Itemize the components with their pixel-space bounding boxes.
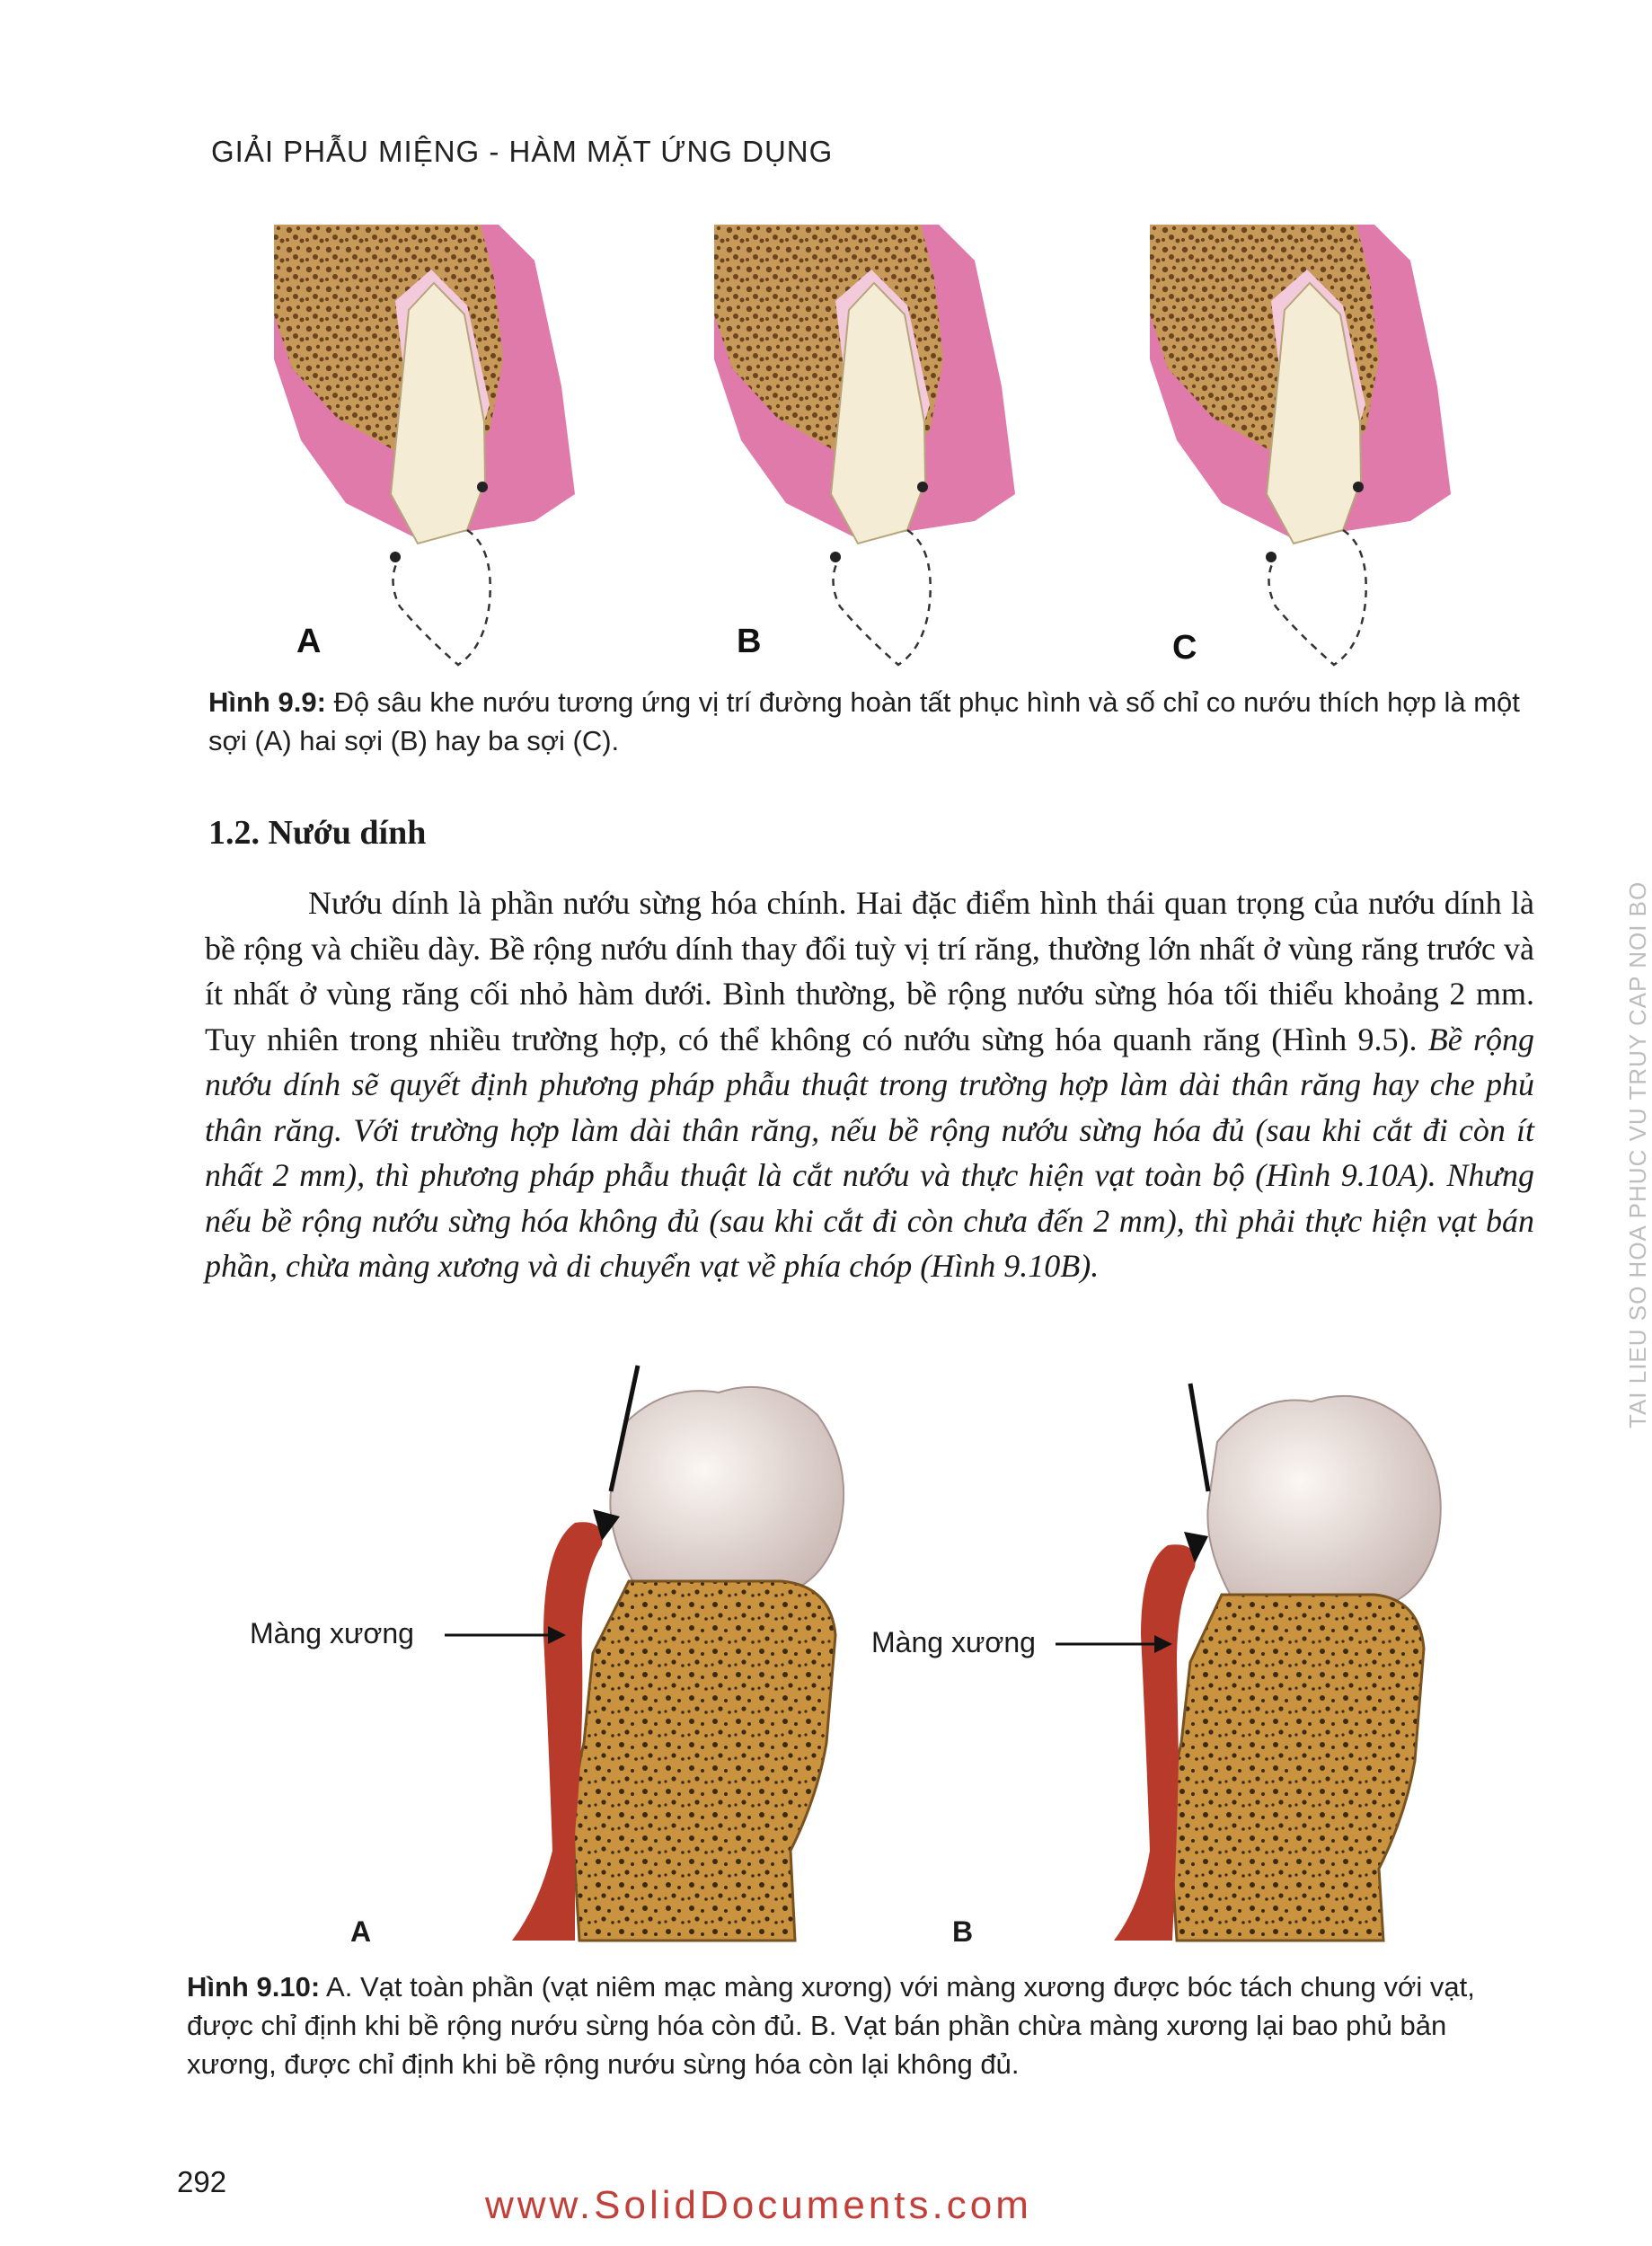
caption-text: Độ sâu khe nướu tương ứng vị trí đường hoàn tất phục hình và số chỉ co nướu thích hợp là một sợi (A) hai sợi (B) hay ba sợi (C). [208,686,1520,756]
side-watermark: TAI LIEU SO HOA PHUC VU TRUY CAP NOI BO [1624,880,1651,1428]
footer-site: www.SolidDocuments.com [485,2183,1032,2227]
panel-b-drawing [1056,1384,1441,1941]
page-number: 292 [177,2165,227,2198]
panel-label-c: C [1172,629,1197,667]
body-paragraph-normal: Nướu dính là phần nướu sừng hóa chính. Hai đặc điểm hình thái quan trọng của nướu dính là bề rộng và chiều dày. Bề rộng nướu dính thay đổi tuỳ vị trí răng, thường lớn nhất ở vùng răng trước và ít nhất ở vùng răng cối nhỏ hàm dưới. Bình thường, bề rộng nướu sừng hóa tối thiểu khoảng 2 mm. Tuy nhiên trong nhiều trường hợp, có thể không có nướu sừng hóa quanh răng (Hình 9.5). [205,885,1534,1057]
body-paragraph-italic: Bề rộng nướu dính sẽ quyết định phương pháp phẫu thuật trong trường hợp làm dài thân răng hay che phủ thân răng. Với trường hợp làm dài thân răng, nếu bề rộng nướu sừng hóa đủ (sau khi cắt đi còn ít nhất 2 mm), thì phương pháp phẫu thuật là cắt nướu và thực hiện vạt toàn bộ (Hình 9.10A). Nhưng nếu bề rộng nướu sừng hóa không đủ (sau khi cắt đi còn chưa đến 2 mm), thì phải thực hiện vạt bán phần, chừa màng xương và di chuyển vạt về phía chóp (Hình 9.10B). [205,1021,1534,1284]
caption-label: Hình 9.9: [208,686,326,718]
section-body [205,880,1534,1289]
caption-text: A. Vạt toàn phần (vạt niêm mạc màng xương) với màng xương được bóc tách chung với vạt, được chỉ định khi bề rộng nướu sừng hóa còn đủ. B. Vạt bán phần chừa màng xương lại bao phủ bản xương, được chỉ định khi bề rộng nướu sừng hóa còn lại không đủ. [187,1971,1475,2080]
figure-9-10 [243,1366,1536,1959]
figure-9-10-caption [187,1967,1534,2083]
figure-9-9-illustration [265,220,1532,678]
running-header: GIẢI PHẪU MIỆNG - HÀM MẶT ỨNG DỤNG [211,135,834,168]
panel-label-a: A [296,623,322,660]
figure-9-10-illustration [243,1366,1536,1959]
figure-9-9-caption [208,683,1538,760]
panel-a-drawing [445,1366,844,1941]
periosteum-label-b: Màng xương [871,1626,1036,1658]
figure-9-9 [265,220,1532,678]
panel-label-b: B [737,623,762,660]
panel-label-b: B [952,1915,974,1948]
periosteum-label-a: Màng xương [250,1617,414,1649]
section-title: 1.2. Nướu dính [208,814,427,852]
caption-label: Hình 9.10: [187,1971,321,2003]
panel-label-a: A [350,1915,372,1948]
